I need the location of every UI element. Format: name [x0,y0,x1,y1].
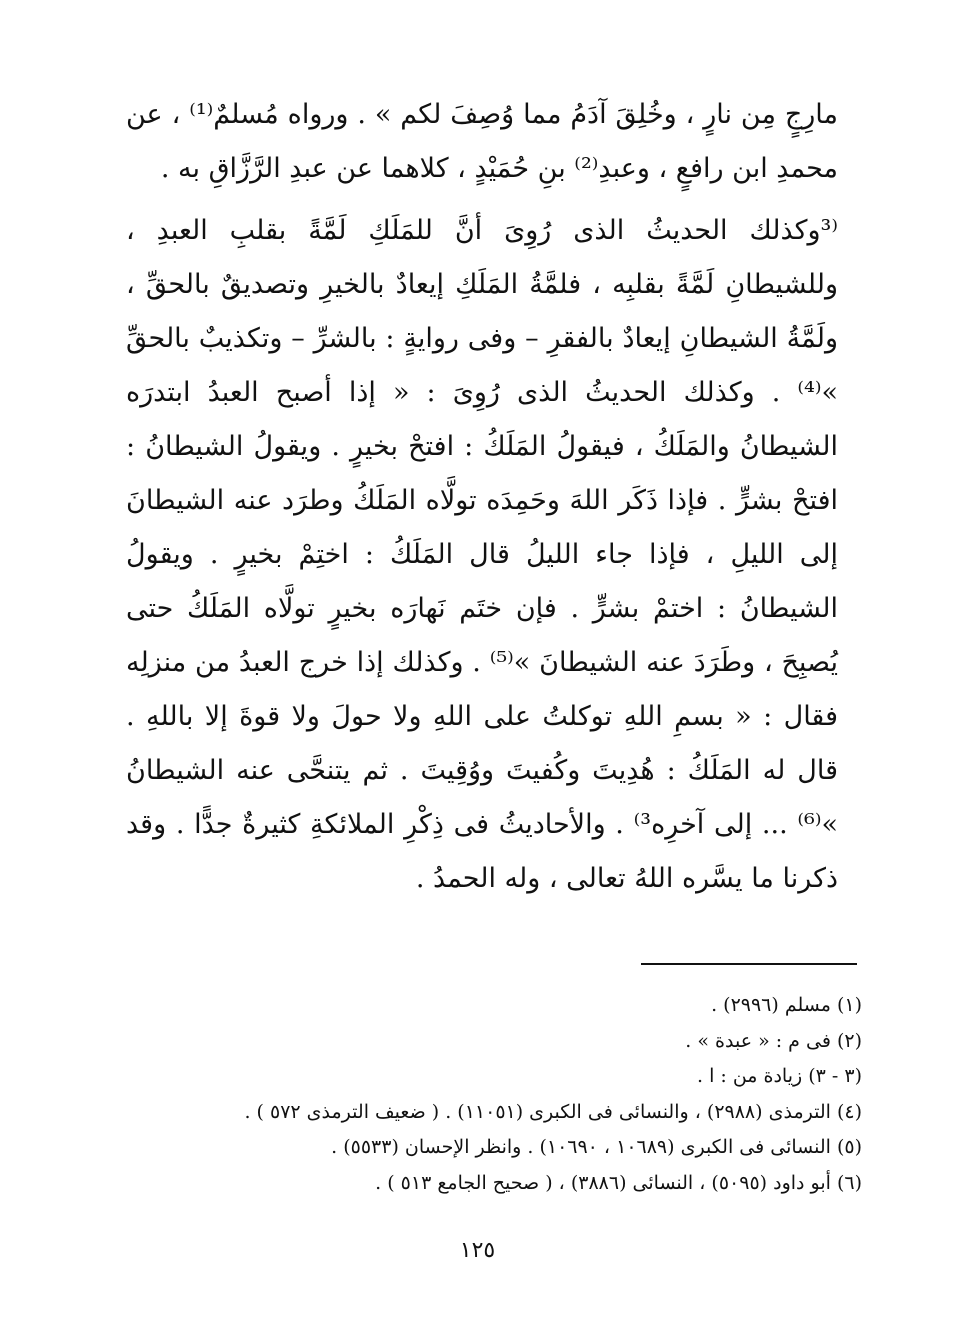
page-number: ١٢٥ [459,1238,496,1263]
footnote-4: (٤) الترمذى (٢٩٨٨) ، والنسائى فى الكبرى (١١٠٥١) . ( ضعيف الترمذى ٥٧٢ ) . [244,1100,862,1123]
footnote-separator [641,963,857,965]
footnote-5: (٥) النسائى فى الكبرى (١٠٦٨٩ ، ١٠٦٩٠) . وانظر الإحسان (٥٥٣٣) . [331,1136,862,1158]
footnote-2: (٢) فى م : « عبدة » . [685,1029,862,1052]
paragraph-1: مارِجٍ مِن نارٍ ، وخُلِقَ آدَمُ مما وُصِفَ لكم » . ورواه مُسلمٌ⁽¹⁾ ، عن محمدِ ابن رافعٍ ، وعبدِ⁽²⁾ بنِ حُمَيْدٍ ، كلاهما عن عبدِ الرَّزَّاقِ به . [126,99,838,184]
footnotes [150,988,862,1201]
main-text [126,88,838,906]
footnote-3: (٣ - ٣) زيادة من : ا . [697,1065,862,1087]
footnote-6: (٦) أبو داود (٥٠٩٥) ، النسائى (٣٨٨٦) ، ( صحيح الجامع ٥١٣ ) . [375,1171,862,1194]
paragraph-2: ⁽³وكذلك الحديثُ الذى رُوِىَ أنَّ للمَلَكِ لَمَّةً بقلبِ العبدِ ، وللشيطانِ لَمَّةً بقلبِه ، فلمَّةُ المَلَكِ إيعادٌ بالخيرِ وتصديقٌ بالحقِّ ، ولَمَّةُ الشيطانِ إيعادٌ بالفقرِ – وفى روايةٍ : بالشرِّ – وتكذيبٌ بالحقِّ »⁽⁴⁾ . وكذلك الحديثُ الذى رُوِىَ : « إذا أصبح العبدُ ابتدرَه الشيطانُ والمَلَكُ ، فيقولُ المَلَكُ : افتحْ بخيرٍ . ويقولُ الشيطانُ : افتحْ بشرٍّ . فإذا ذَكَر اللهَ وحَمِدَه تولَّاه المَلَكُ وطرَد عنه الشيطانَ إلى الليلِ ، فإذا جاء الليلُ قال المَلَكُ : اختِمْ بخيرٍ . ويقولُ الشيطانُ : اختمْ بشرٍّ . فإن ختَم نَهارَه بخيرٍ تولَّاه المَلَكُ حتى يُصبِحَ ، وطَرَدَ عنه الشيطانَ »⁽⁵⁾ . وكذلك إذا خرج العبدُ من منزلِه فقال : « بسمِ اللهِ توكلتُ على اللهِ ولا حولَ ولا قوةَ إلا باللهِ . قال له المَلَكُ : هُدِيتَ وكُفيتَ ووُقِيتَ . ثم يتنحَّى عنه الشيطانُ »⁽⁶⁾ ... إلى آخرِه³⁾ . والأحاديثُ فى ذِكْرِ الملائكةِ كثيرةٌ جدًّا . وقد ذكرنا ما يسَّره اللهُ تعالى ، وله الحمدُ . [126,215,838,894]
footnote-1: (١) مسلم (٢٩٩٦) . [711,994,862,1016]
